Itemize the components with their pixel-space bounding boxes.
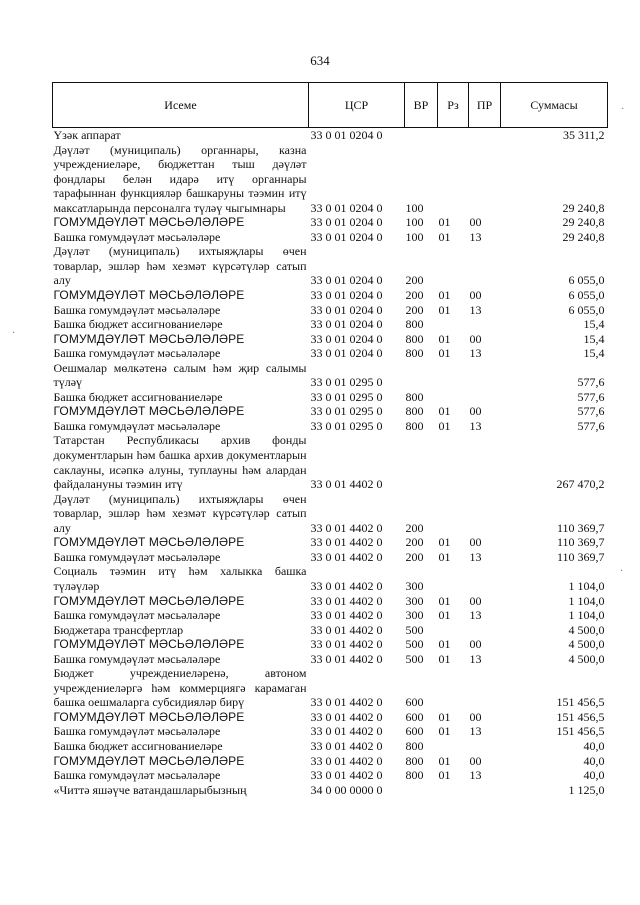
table-body bbox=[53, 128, 608, 798]
cell-csr: 33 0 01 0295 0 bbox=[310, 375, 383, 390]
cell-pr: 13 bbox=[469, 418, 482, 433]
cell-name: ГОМУМДӘҮЛӘТ МӘСЬӘЛӘЛӘРЕ bbox=[53, 753, 245, 768]
cell-pr: 13 bbox=[469, 724, 482, 739]
cell-rz: 01 bbox=[438, 302, 451, 317]
cell-csr: 33 0 01 4402 0 bbox=[310, 637, 383, 652]
cell-sum: 4 500,0 bbox=[568, 651, 605, 666]
table-row bbox=[53, 666, 608, 710]
column-header-vr: ВР bbox=[405, 83, 438, 128]
table-row bbox=[53, 433, 608, 491]
table-row bbox=[53, 637, 608, 652]
cell-csr: 33 0 01 0204 0 bbox=[310, 346, 383, 361]
cell-name: Бюджет учреждениеләренә, автоном учреждениеләргә һәм коммерциягә карамаган башка оешмаларга субсидияләр бирү bbox=[53, 666, 307, 710]
cell-pr: 13 bbox=[469, 651, 482, 666]
cell-rz: 01 bbox=[438, 753, 451, 768]
cell-rz: 01 bbox=[438, 651, 451, 666]
cell-vr: 100 bbox=[405, 200, 424, 215]
cell-pr: 13 bbox=[469, 302, 482, 317]
cell-rz bbox=[438, 666, 469, 710]
cell-vr: 300 bbox=[405, 593, 424, 608]
cell-vr: 800 bbox=[405, 738, 424, 753]
cell-csr: 33 0 01 0295 0 bbox=[310, 389, 383, 404]
cell-vr: 500 bbox=[405, 622, 424, 637]
cell-sum: 110 369,7 bbox=[556, 549, 605, 564]
cell-pr bbox=[469, 433, 501, 491]
cell-sum: 29 240,8 bbox=[562, 229, 605, 244]
table-row bbox=[53, 550, 608, 565]
cell-vr: 100 bbox=[405, 215, 424, 230]
cell-sum: 40,0 bbox=[583, 753, 605, 768]
table-row bbox=[53, 783, 608, 798]
cell-vr: 500 bbox=[405, 651, 424, 666]
table-row bbox=[53, 768, 608, 783]
cell-rz: 01 bbox=[438, 288, 451, 303]
cell-name: ГОМУМДӘҮЛӘТ МӘСЬӘЛӘЛӘРЕ bbox=[53, 331, 245, 346]
cell-name: Социаль тәэмин итү һәм халыкка башка түләүләр bbox=[53, 564, 307, 593]
cell-vr bbox=[405, 361, 438, 390]
table-row bbox=[53, 346, 608, 361]
cell-pr bbox=[469, 317, 501, 332]
cell-pr: 13 bbox=[469, 608, 482, 623]
cell-csr: 33 0 01 4402 0 bbox=[310, 695, 383, 710]
table-row bbox=[53, 303, 608, 318]
cell-name: Башка гомумдәүләт мәсьәләләре bbox=[53, 724, 221, 739]
budget-table bbox=[52, 82, 608, 797]
cell-vr: 300 bbox=[405, 608, 424, 623]
cell-rz: 01 bbox=[438, 549, 451, 564]
table-row bbox=[53, 128, 608, 143]
cell-name: ГОМУМДӘҮЛӘТ МӘСЬӘЛӘЛӘРЕ bbox=[53, 404, 245, 419]
cell-pr: 00 bbox=[469, 331, 482, 346]
cell-name: ГОМУМДӘҮЛӘТ МӘСЬӘЛӘЛӘРЕ bbox=[53, 215, 245, 230]
cell-csr: 33 0 01 4402 0 bbox=[310, 724, 383, 739]
cell-sum: 15,4 bbox=[583, 346, 605, 361]
cell-vr bbox=[405, 128, 438, 143]
cell-vr: 200 bbox=[405, 302, 424, 317]
cell-pr bbox=[469, 361, 501, 390]
table-row bbox=[53, 594, 608, 609]
cell-sum: 151 456,5 bbox=[556, 695, 605, 710]
cell-pr bbox=[469, 390, 501, 405]
cell-name: Башка гомумдәүләт мәсьәләләре bbox=[53, 229, 221, 244]
cell-sum: 577,6 bbox=[577, 375, 605, 390]
cell-pr bbox=[469, 623, 501, 638]
cell-csr: 33 0 01 0295 0 bbox=[310, 418, 383, 433]
cell-name: Үзәк аппарат bbox=[53, 128, 121, 142]
cell-csr: 33 0 01 0204 0 bbox=[310, 229, 383, 244]
cell-rz: 01 bbox=[438, 535, 451, 550]
cell-rz bbox=[438, 492, 469, 536]
table-row bbox=[53, 724, 608, 739]
cell-vr: 100 bbox=[405, 229, 424, 244]
cell-csr: 33 0 01 4402 0 bbox=[310, 768, 383, 783]
cell-sum: 1 125,0 bbox=[568, 782, 605, 797]
cell-sum: 35 311,2 bbox=[562, 128, 605, 142]
scan-mark: · bbox=[620, 566, 624, 577]
cell-sum: 577,6 bbox=[577, 418, 605, 433]
cell-vr: 600 bbox=[405, 709, 424, 724]
table-row bbox=[53, 317, 608, 332]
table-row bbox=[53, 143, 608, 216]
cell-pr bbox=[469, 143, 501, 216]
cell-sum: 1 104,0 bbox=[568, 593, 605, 608]
cell-sum: 40,0 bbox=[583, 738, 605, 753]
cell-csr: 33 0 01 4402 0 bbox=[310, 622, 383, 637]
cell-rz: 01 bbox=[438, 215, 451, 230]
cell-csr: 33 0 01 0204 0 bbox=[310, 302, 383, 317]
cell-name: Башка бюджет ассигнованиеләре bbox=[53, 317, 223, 332]
cell-name: Дәүләт (муниципаль) ихтыяҗлары өчен товарлар, эшләр һәм хезмәт күрсәтүләр сатып алу bbox=[53, 244, 307, 288]
cell-sum: 1 104,0 bbox=[568, 578, 605, 593]
cell-pr: 13 bbox=[469, 346, 482, 361]
cell-rz: 01 bbox=[438, 404, 451, 419]
cell-pr bbox=[469, 564, 501, 593]
cell-rz bbox=[438, 390, 469, 405]
cell-sum: 1 104,0 bbox=[568, 608, 605, 623]
cell-csr: 33 0 01 0204 0 bbox=[310, 317, 383, 332]
cell-pr: 13 bbox=[469, 768, 482, 783]
cell-csr: 33 0 01 4402 0 bbox=[310, 535, 383, 550]
cell-pr: 00 bbox=[469, 753, 482, 768]
cell-rz: 01 bbox=[438, 709, 451, 724]
scan-mark: · bbox=[12, 328, 16, 339]
cell-csr: 33 0 01 0204 0 bbox=[310, 200, 383, 215]
cell-pr: 00 bbox=[469, 637, 482, 652]
cell-rz: 01 bbox=[438, 593, 451, 608]
cell-sum: 6 055,0 bbox=[568, 288, 605, 303]
cell-name: ГОМУМДӘҮЛӘТ МӘСЬӘЛӘЛӘРЕ bbox=[53, 288, 245, 303]
table-row bbox=[53, 564, 608, 593]
cell-pr bbox=[469, 783, 501, 798]
cell-sum: 110 369,7 bbox=[556, 535, 605, 550]
table-row bbox=[53, 332, 608, 347]
cell-csr: 33 0 01 4402 0 bbox=[310, 709, 383, 724]
cell-vr: 800 bbox=[405, 346, 424, 361]
column-header-sum: Суммасы bbox=[501, 83, 608, 128]
page-number: 634 bbox=[310, 53, 330, 68]
cell-rz bbox=[438, 433, 469, 491]
cell-name: Башка гомумдәүләт мәсьәләләре bbox=[53, 346, 221, 361]
cell-name: Башка гомумдәүләт мәсьәләләре bbox=[53, 549, 221, 564]
cell-rz: 01 bbox=[438, 637, 451, 652]
cell-rz: 01 bbox=[438, 418, 451, 433]
cell-vr: 800 bbox=[405, 404, 424, 419]
cell-vr: 800 bbox=[405, 331, 424, 346]
table-row bbox=[53, 288, 608, 303]
cell-sum: 110 369,7 bbox=[556, 520, 605, 535]
cell-sum: 40,0 bbox=[583, 768, 605, 783]
cell-rz bbox=[438, 564, 469, 593]
cell-sum: 577,6 bbox=[577, 389, 605, 404]
cell-csr: 33 0 01 4402 0 bbox=[310, 578, 383, 593]
cell-sum: 6 055,0 bbox=[568, 273, 605, 288]
cell-rz bbox=[438, 739, 469, 754]
cell-csr: 33 0 01 4402 0 bbox=[310, 651, 383, 666]
cell-pr bbox=[469, 666, 501, 710]
cell-name: Башка бюджет ассигнованиеләре bbox=[53, 738, 223, 753]
cell-csr: 33 0 01 0204 0 bbox=[310, 288, 383, 303]
cell-rz: 01 bbox=[438, 768, 451, 783]
cell-csr: 33 0 01 0295 0 bbox=[310, 404, 383, 419]
cell-vr: 300 bbox=[405, 578, 424, 593]
cell-name: ГОМУМДӘҮЛӘТ МӘСЬӘЛӘЛӘРЕ bbox=[53, 709, 245, 724]
cell-pr: 00 bbox=[469, 593, 482, 608]
cell-name: Дәүләт (муниципаль) ихтыяҗлары өчен товарлар, эшләр һәм хезмәт күрсәтүләр сатып алу bbox=[53, 491, 307, 535]
table-row bbox=[53, 739, 608, 754]
cell-csr: 33 0 01 4402 0 bbox=[310, 608, 383, 623]
cell-pr: 13 bbox=[469, 549, 482, 564]
cell-vr: 500 bbox=[405, 637, 424, 652]
cell-name: Башка гомумдәүләт мәсьәләләре bbox=[53, 651, 221, 666]
table-row bbox=[53, 361, 608, 390]
cell-rz bbox=[438, 783, 469, 798]
cell-rz: 01 bbox=[438, 608, 451, 623]
cell-vr: 200 bbox=[405, 288, 424, 303]
cell-rz: 01 bbox=[438, 229, 451, 244]
cell-rz bbox=[438, 361, 469, 390]
cell-sum: 15,4 bbox=[583, 331, 605, 346]
cell-rz bbox=[438, 317, 469, 332]
cell-pr: 00 bbox=[469, 535, 482, 550]
cell-csr: 33 0 01 4402 0 bbox=[310, 593, 383, 608]
cell-vr bbox=[405, 433, 438, 491]
cell-name: Татарстан Республикасы архив фонды документларын һәм башка архив документларын саклауны, исәпкә алуны, туплауны һәм алардан файдалануны тәэмин итү bbox=[53, 433, 307, 492]
cell-sum: 4 500,0 bbox=[568, 637, 605, 652]
table-row bbox=[53, 419, 608, 434]
cell-name: ГОМУМДӘҮЛӘТ МӘСЬӘЛӘЛӘРЕ bbox=[53, 637, 245, 652]
cell-vr: 200 bbox=[405, 535, 424, 550]
cell-sum: 151 456,5 bbox=[556, 709, 605, 724]
cell-pr bbox=[469, 244, 501, 288]
cell-rz: 01 bbox=[438, 724, 451, 739]
table-row bbox=[53, 623, 608, 638]
cell-vr: 800 bbox=[405, 418, 424, 433]
cell-pr bbox=[469, 492, 501, 536]
column-header-csr: ЦСР bbox=[309, 83, 405, 128]
cell-name: Башка гомумдәүләт мәсьәләләре bbox=[53, 768, 221, 783]
cell-rz: 01 bbox=[438, 331, 451, 346]
cell-rz bbox=[438, 623, 469, 638]
column-header-rz: Рз bbox=[438, 83, 469, 128]
cell-csr: 33 0 01 4402 0 bbox=[310, 520, 383, 535]
cell-csr: 34 0 00 0000 0 bbox=[310, 782, 383, 797]
cell-pr: 00 bbox=[469, 215, 482, 230]
cell-vr: 200 bbox=[405, 549, 424, 564]
cell-pr: 00 bbox=[469, 404, 482, 419]
cell-pr: 13 bbox=[469, 229, 482, 244]
table-row bbox=[53, 754, 608, 769]
cell-vr: 600 bbox=[405, 724, 424, 739]
cell-name: Дәүләт (муниципаль) органнары, казна учреждениеләре, бюджеттан тыш дәүләт фондлары белән идарә итү органнары тарафыннан функцияләр башкаруны тәэмин итү максатларында персоналга түләү чыгымнары bbox=[53, 142, 307, 215]
cell-name: Башка гомумдәүләт мәсьәләләре bbox=[53, 302, 221, 317]
cell-sum: 267 470,2 bbox=[556, 477, 605, 492]
cell-name: Бюджетара трансфертлар bbox=[53, 622, 184, 637]
table-row bbox=[53, 710, 608, 725]
cell-pr: 00 bbox=[469, 288, 482, 303]
cell-name: Башка бюджет ассигнованиеләре bbox=[53, 389, 223, 404]
cell-pr bbox=[469, 128, 501, 143]
cell-csr: 33 0 01 4402 0 bbox=[310, 477, 383, 492]
cell-pr: 00 bbox=[469, 709, 482, 724]
scan-mark: · bbox=[621, 104, 625, 115]
cell-sum: 29 240,8 bbox=[562, 215, 605, 230]
cell-vr: 800 bbox=[405, 753, 424, 768]
cell-vr: 200 bbox=[405, 273, 424, 288]
cell-csr: 33 0 01 0204 0 bbox=[310, 331, 383, 346]
budget-table-container bbox=[52, 82, 607, 797]
cell-rz bbox=[438, 128, 469, 143]
cell-vr bbox=[405, 783, 438, 798]
cell-rz bbox=[438, 143, 469, 216]
cell-csr: 33 0 01 4402 0 bbox=[310, 738, 383, 753]
cell-csr: 33 0 01 4402 0 bbox=[310, 753, 383, 768]
cell-vr: 600 bbox=[405, 695, 424, 710]
cell-vr: 800 bbox=[405, 317, 424, 332]
cell-sum: 6 055,0 bbox=[568, 302, 605, 317]
table-row bbox=[53, 230, 608, 245]
table-row bbox=[53, 390, 608, 405]
cell-rz bbox=[438, 244, 469, 288]
cell-vr: 800 bbox=[405, 389, 424, 404]
table-row bbox=[53, 608, 608, 623]
cell-sum: 577,6 bbox=[577, 404, 605, 419]
cell-name: Оешмалар мөлкәтенә салым һәм җир салымы түләү bbox=[53, 360, 307, 390]
cell-name: Башка гомумдәүләт мәсьәләләре bbox=[53, 418, 221, 433]
cell-csr: 33 0 01 0204 0 bbox=[310, 215, 383, 230]
cell-sum: 4 500,0 bbox=[568, 622, 605, 637]
table-row bbox=[53, 492, 608, 536]
table-header-row bbox=[53, 83, 608, 128]
cell-vr: 800 bbox=[405, 768, 424, 783]
cell-vr: 200 bbox=[405, 520, 424, 535]
table-row bbox=[53, 215, 608, 230]
table-row bbox=[53, 535, 608, 550]
cell-name: «Читтә яшәүче ватандашларыбызның bbox=[53, 782, 247, 797]
cell-name: ГОМУМДӘҮЛӘТ МӘСЬӘЛӘЛӘРЕ bbox=[53, 535, 245, 550]
table-row bbox=[53, 404, 608, 419]
cell-csr: 33 0 01 4402 0 bbox=[310, 549, 383, 564]
cell-csr: 33 0 01 0204 0 bbox=[310, 128, 383, 142]
cell-pr bbox=[469, 739, 501, 754]
cell-sum: 15,4 bbox=[583, 317, 605, 332]
cell-name: ГОМУМДӘҮЛӘТ МӘСЬӘЛӘЛӘРЕ bbox=[53, 593, 245, 608]
table-row bbox=[53, 244, 608, 288]
table-row bbox=[53, 652, 608, 667]
column-header-pr: ПР bbox=[469, 83, 501, 128]
cell-rz: 01 bbox=[438, 346, 451, 361]
cell-sum: 151 456,5 bbox=[556, 724, 605, 739]
cell-name: Башка гомумдәүләт мәсьәләләре bbox=[53, 608, 221, 623]
cell-csr: 33 0 01 0204 0 bbox=[310, 273, 383, 288]
column-header-name: Исеме bbox=[53, 83, 309, 128]
cell-sum: 29 240,8 bbox=[562, 200, 605, 215]
